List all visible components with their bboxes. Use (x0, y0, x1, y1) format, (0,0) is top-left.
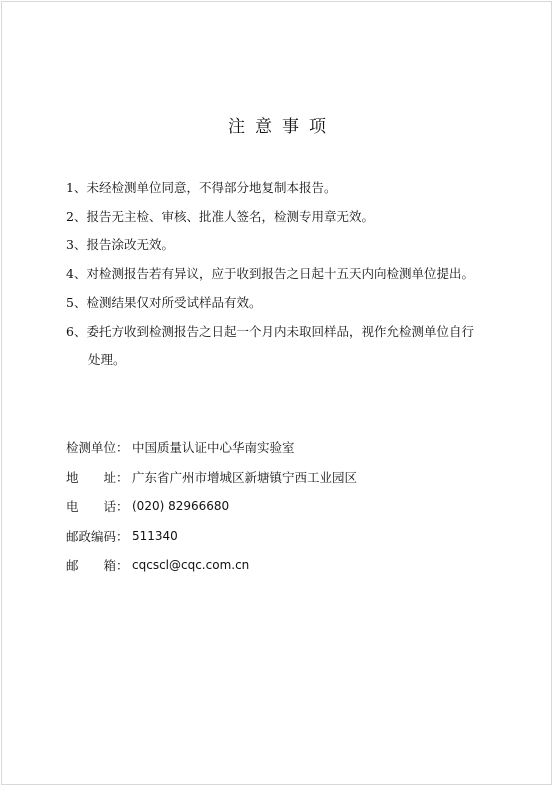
page-title: 注意事项 (228, 117, 336, 137)
contact-row-unit (66, 433, 486, 463)
contact-row-address (66, 463, 486, 493)
contact-block (66, 433, 486, 581)
notes-list (66, 174, 506, 375)
note-item: 2、报告无主检、审核、批准人签名，检测专用章无效。 (66, 208, 374, 224)
note-item: 5、检测结果仅对所受试样品有效。 (66, 294, 262, 310)
unit-label: 检测单位： (66, 440, 129, 455)
phone-value: (020) 82966680 (132, 499, 230, 513)
contact-row-phone (66, 492, 486, 522)
email-label: 邮 箱： (66, 558, 129, 573)
postcode-label: 邮政编码： (66, 528, 129, 544)
email-value: cqcscl@cqc.com.cn (132, 558, 250, 572)
note-item: 1、未经检测单位同意，不得部分地复制本报告。 (66, 180, 337, 195)
address-value: 广东省广州市增城区新塘镇宁西工业园区 (132, 469, 358, 485)
contact-row-email (66, 551, 486, 581)
contact-row-postcode (66, 522, 486, 552)
note-item: 6、委托方收到检测报告之日起一个月内未取回样品，视作允检测单位自行 (66, 323, 474, 339)
note-item: 3、报告涂改无效。 (66, 237, 174, 253)
note-item: 4、对检测报告若有异议，应于收到报告之日起十五天内向检测单位提出。 (66, 266, 474, 282)
postcode-value: 511340 (132, 528, 178, 543)
unit-value: 中国质量认证中心华南实验室 (132, 440, 295, 455)
phone-label: 电 话： (66, 499, 129, 514)
address-label: 地 址： (66, 469, 129, 485)
note-item-continuation: 处理。 (88, 352, 126, 368)
